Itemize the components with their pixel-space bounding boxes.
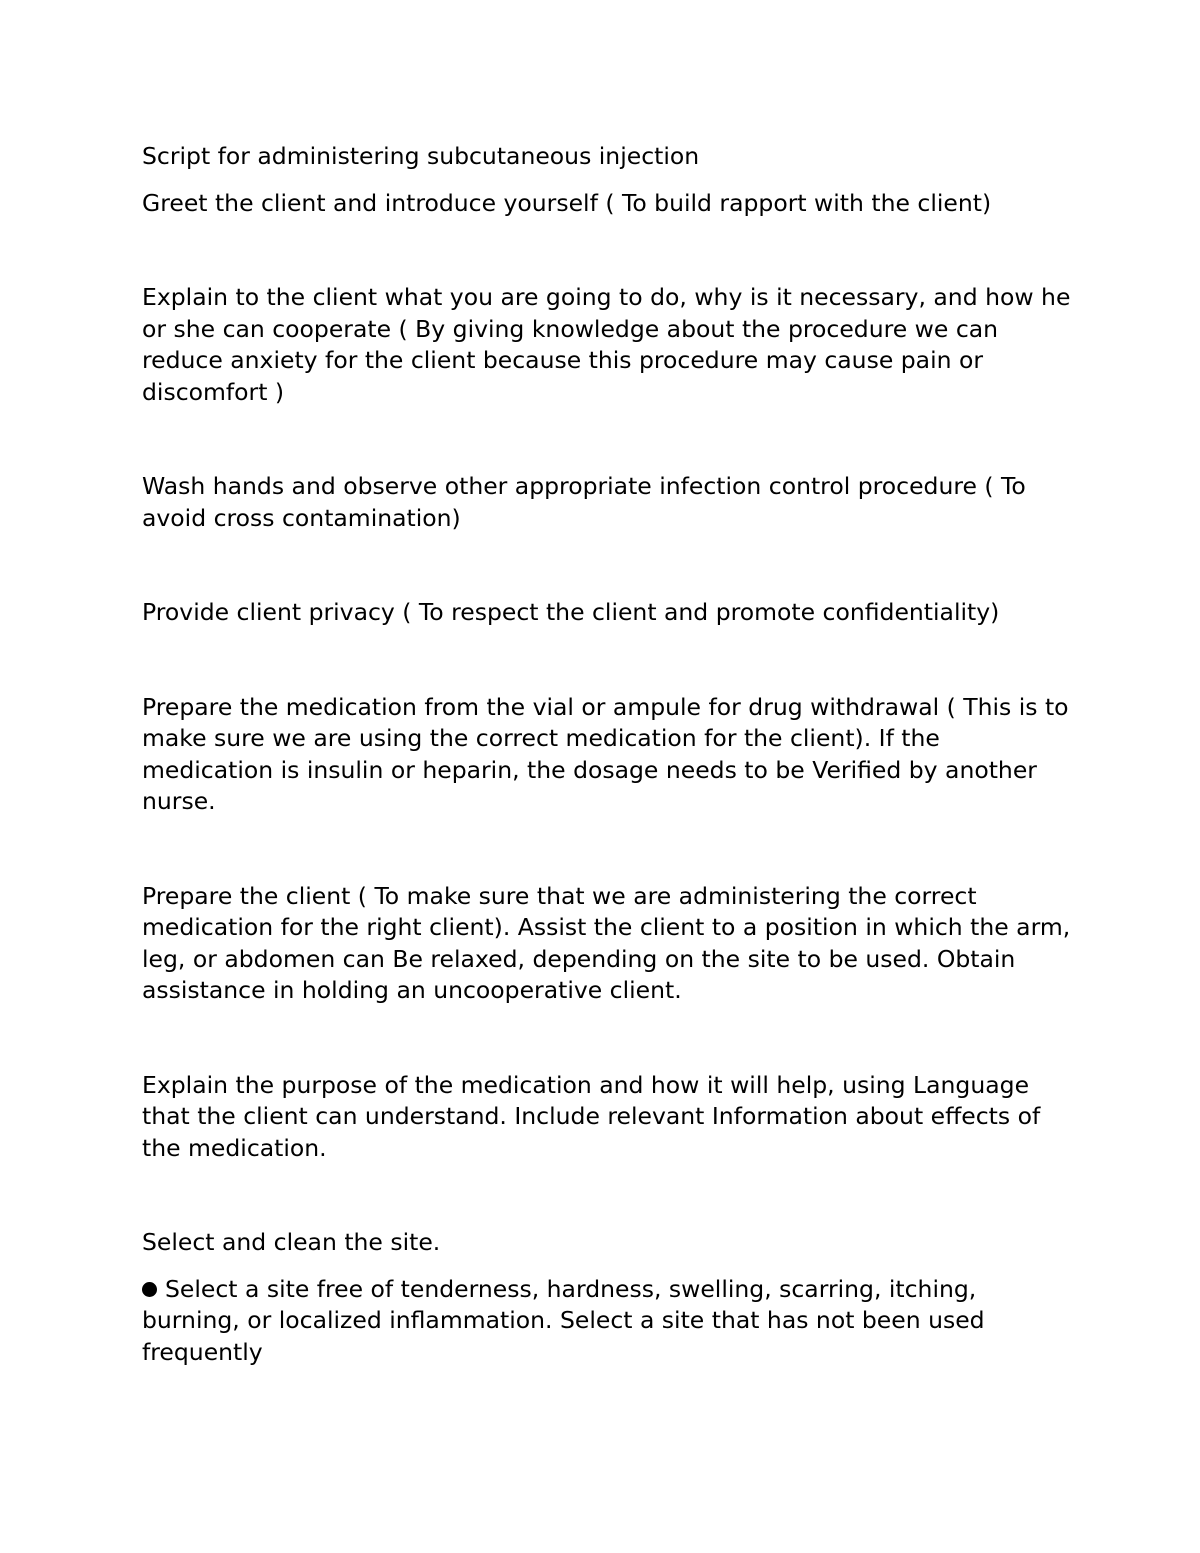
document-title: Script for administering subcutaneous injection [142,142,700,170]
step-paragraph: Select and clean the site. [142,1228,441,1256]
step-paragraph: Explain the purpose of the medication and how it will help, using Language that the client can understand. Include relevant Information about effects of the medication. [142,1070,1041,1162]
step-paragraph: Prepare the client ( To make sure that we are administering the correct medication for the right client). Assist the client to a position in which the arm, leg, or abdomen can Be relaxed, depending on the site to be used. Obtain assistance in holding an uncooperative client. [142,881,1071,1004]
bullet-list-item [142,1274,1072,1369]
step-paragraph: Provide client privacy ( To respect the client and promote confidentiality) [142,598,1000,626]
bullet-icon [142,1282,157,1297]
step-paragraph: Prepare the medication from the vial or ampule for drug withdrawal ( This is to make sure we are using the correct medication for the client). If the medication is insulin or heparin, the dosage needs to be Verified by another nurse. [142,692,1069,815]
step-paragraph: Explain to the client what you are going to do, why is it necessary, and how he or she can cooperate ( By giving knowledge about the procedure we can reduce anxiety for the client because this procedure may cause pain or discomfort ) [142,283,1071,406]
step-paragraph: Wash hands and observe other appropriate infection control procedure ( To avoid cross contamination) [142,472,1026,532]
step-paragraph: Greet the client and introduce yourself ( To build rapport with the client) [142,188,992,217]
bullet-text: Select a site free of tenderness, hardness, swelling, scarring, itching, burning, or localized inflammation. Select a site that has not been used frequently [142,1274,985,1366]
document-body [142,141,1072,1368]
